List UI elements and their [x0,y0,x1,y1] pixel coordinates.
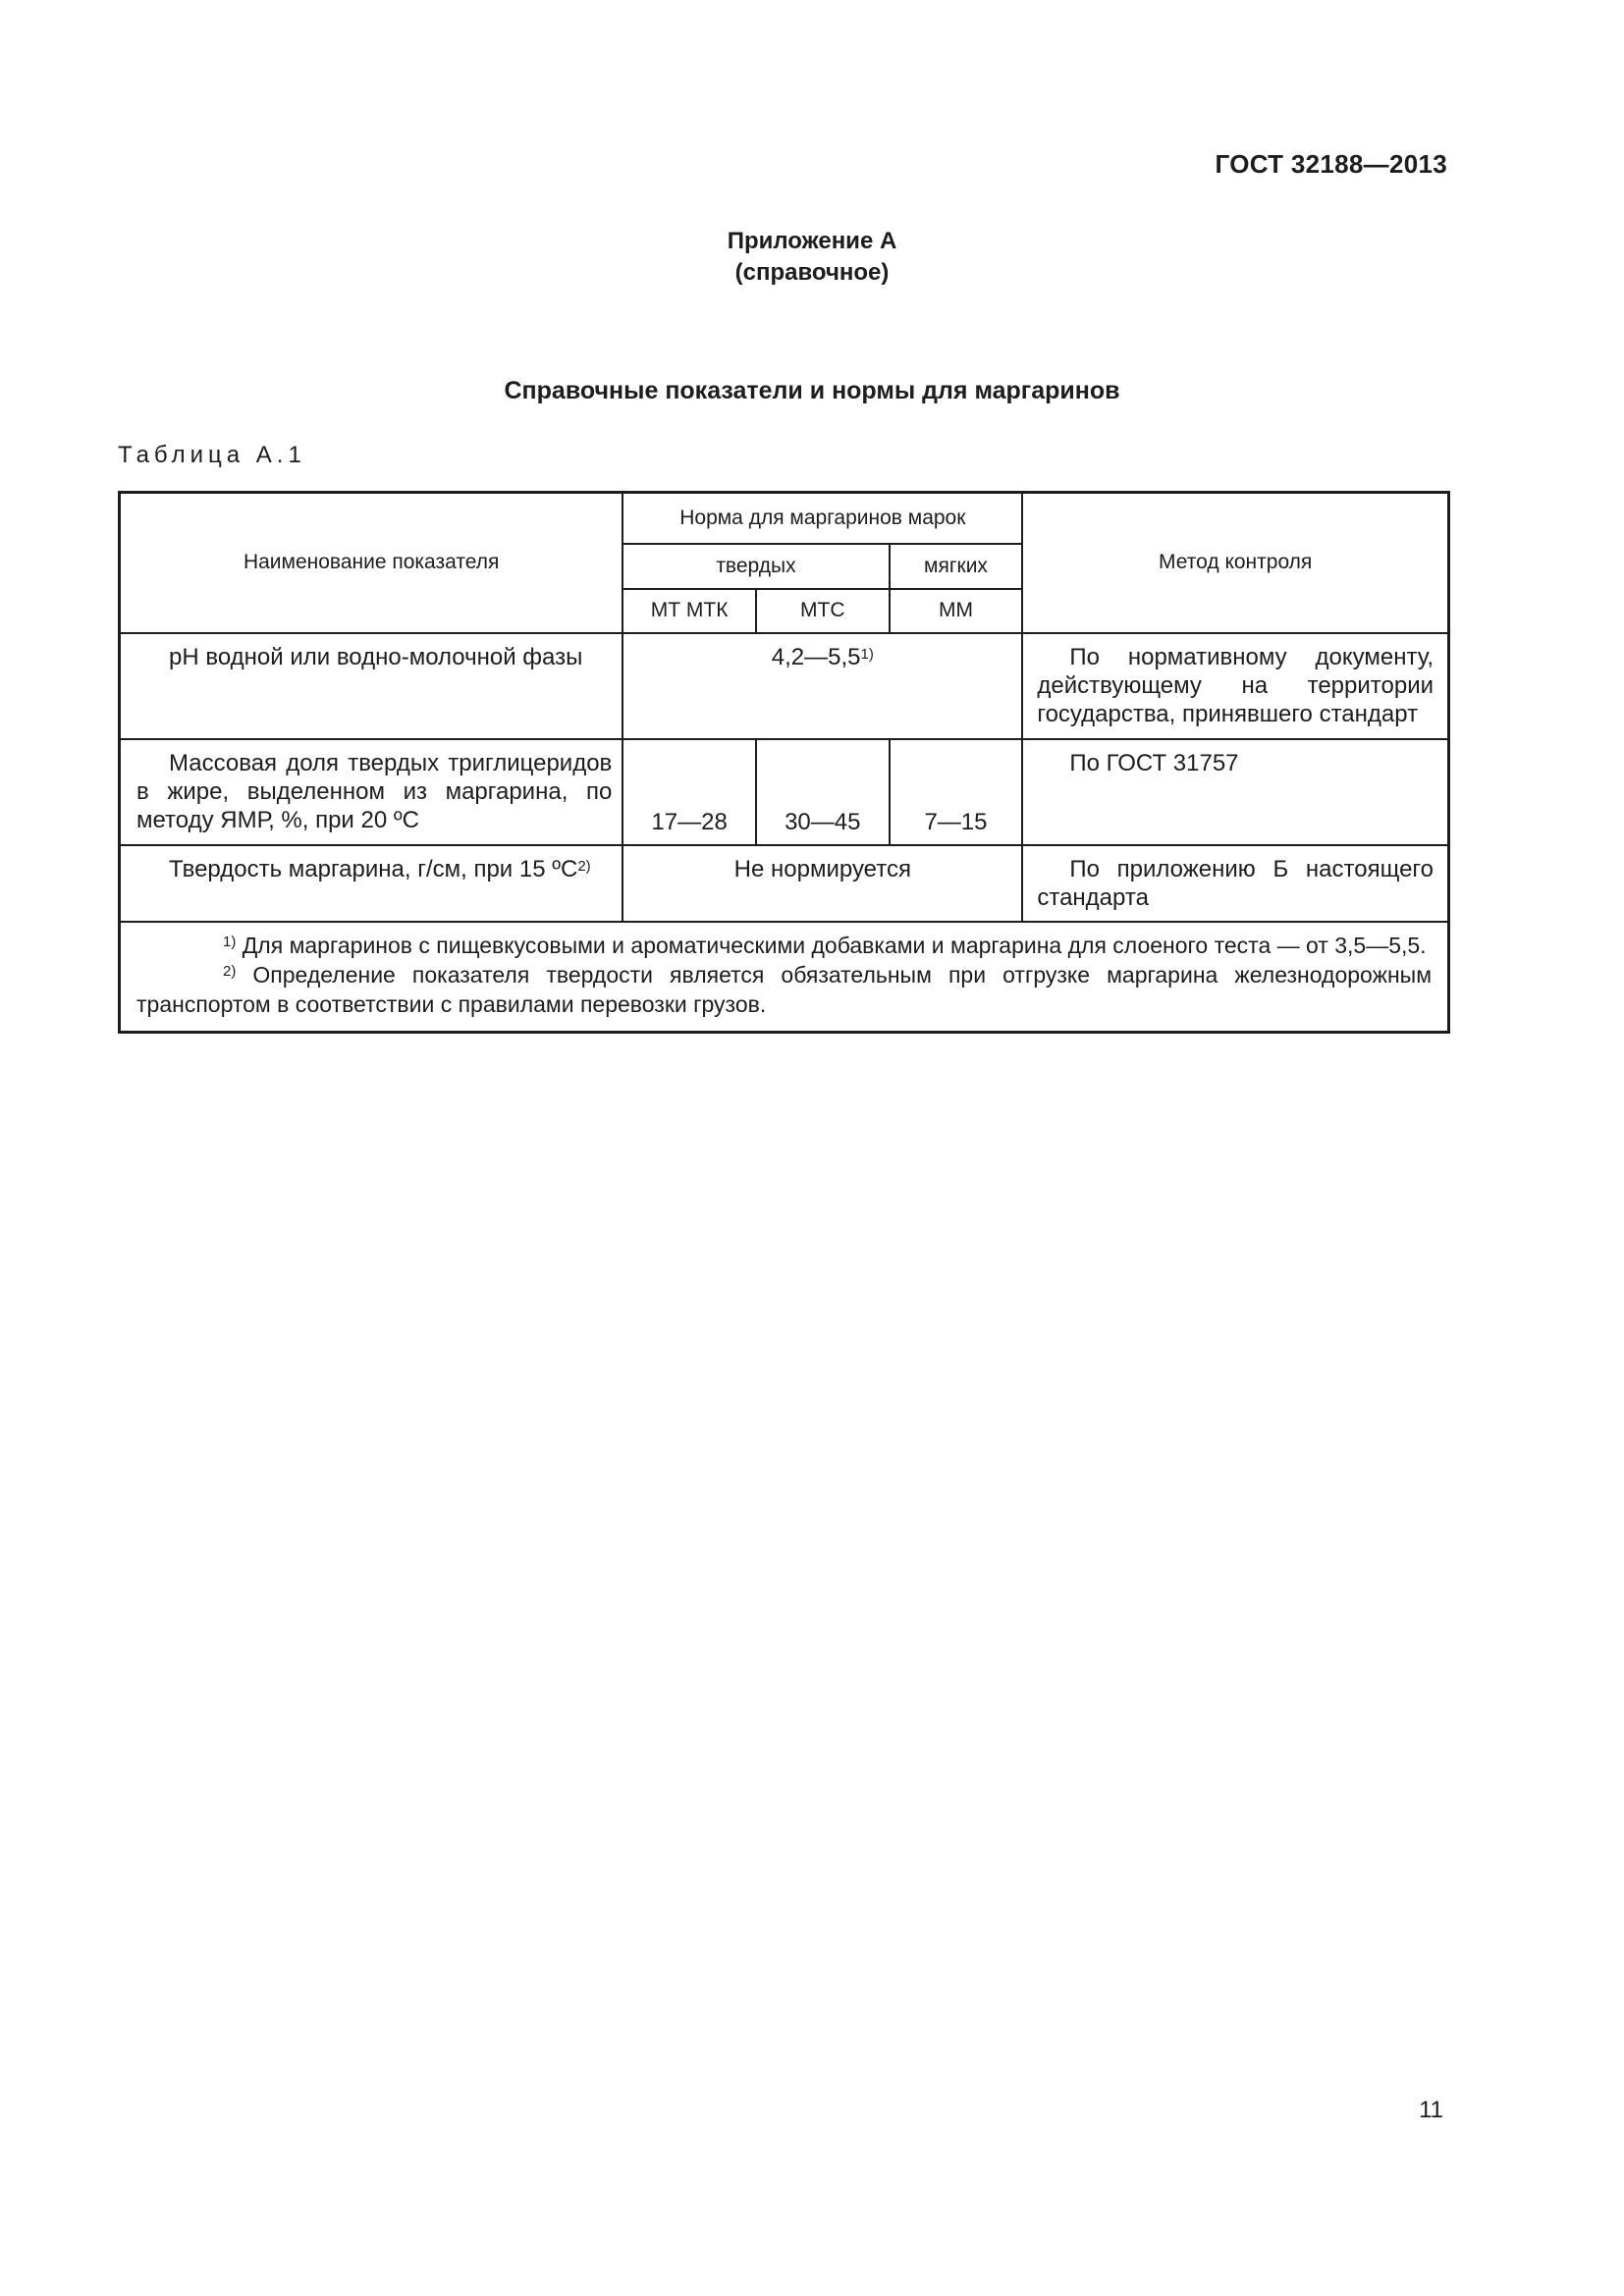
row-method: По ГОСТ 31757 [1022,739,1448,845]
row-name: Массовая доля твердых триглицеридов в жире, выделенном из маргарина, по методу ЯМР, %, при 20 ºС [120,739,623,845]
row-name: рН водной или водно-молочной фазы [120,633,623,739]
header-brand-mm: ММ [890,589,1023,633]
footnotes [120,922,1449,1033]
header-indicator: Наименование показателя [120,493,623,633]
appendix-subtitle: (справочное) [734,259,890,286]
row-name: Твердость маргарина, г/см, при 15 ºС$^{2)}$ [120,845,623,922]
row-value: 4,2—5,5$^{1)}$ [623,633,1022,739]
header-soft: мягких [890,544,1023,589]
document-code: ГОСТ 32188—2013 [1215,149,1447,179]
header-hard: твердых [623,544,889,589]
row-method: По приложению Б настоящего стандарта [1022,845,1448,922]
appendix-title: Приложение А [727,228,897,254]
row-value-mm: 7—15 [890,739,1023,845]
appendix-heading [0,226,1624,289]
header-norm-group: Норма для маргаринов марок [623,493,1022,544]
page-number: 11 [1419,2097,1443,2123]
header-row [120,493,1449,544]
header-brand-mts: МТС [756,589,890,633]
row-value-mts: 30—45 [756,739,890,845]
row-value: Не нормируется [623,845,1022,922]
footnote-1: $^{1)}$ Для маргаринов с пищевкусовыми и ароматическими добавками и маргарина для слоеного теста — от 3,5—5,5. [223,932,1427,958]
footnote-ref: 1) [860,645,874,663]
table-row [120,845,1449,922]
footnote-2: $^{2)}$ Определение показателя твердости является обязательным при отгрузке маргарина железнодорожным транспортом в соответствии с правилами перевозки грузов. [136,961,1433,1017]
row-value-mt-mtk: 17—28 [623,739,756,845]
header-method: Метод контроля [1022,493,1448,633]
table-label: Таблица А.1 [118,442,306,468]
table-row [120,739,1449,845]
indicators-table [118,491,1450,1034]
table-row [120,633,1449,739]
row-method: По нормативному документу, действующему на территории государства, принявшего стандарт [1022,633,1448,739]
footnote-ref: 2) [577,857,591,875]
section-title: Справочные показатели и нормы для маргаринов [504,377,1120,404]
footnotes-row [120,922,1449,1033]
header-brand-mt-mtk: МТ МТК [623,589,756,633]
